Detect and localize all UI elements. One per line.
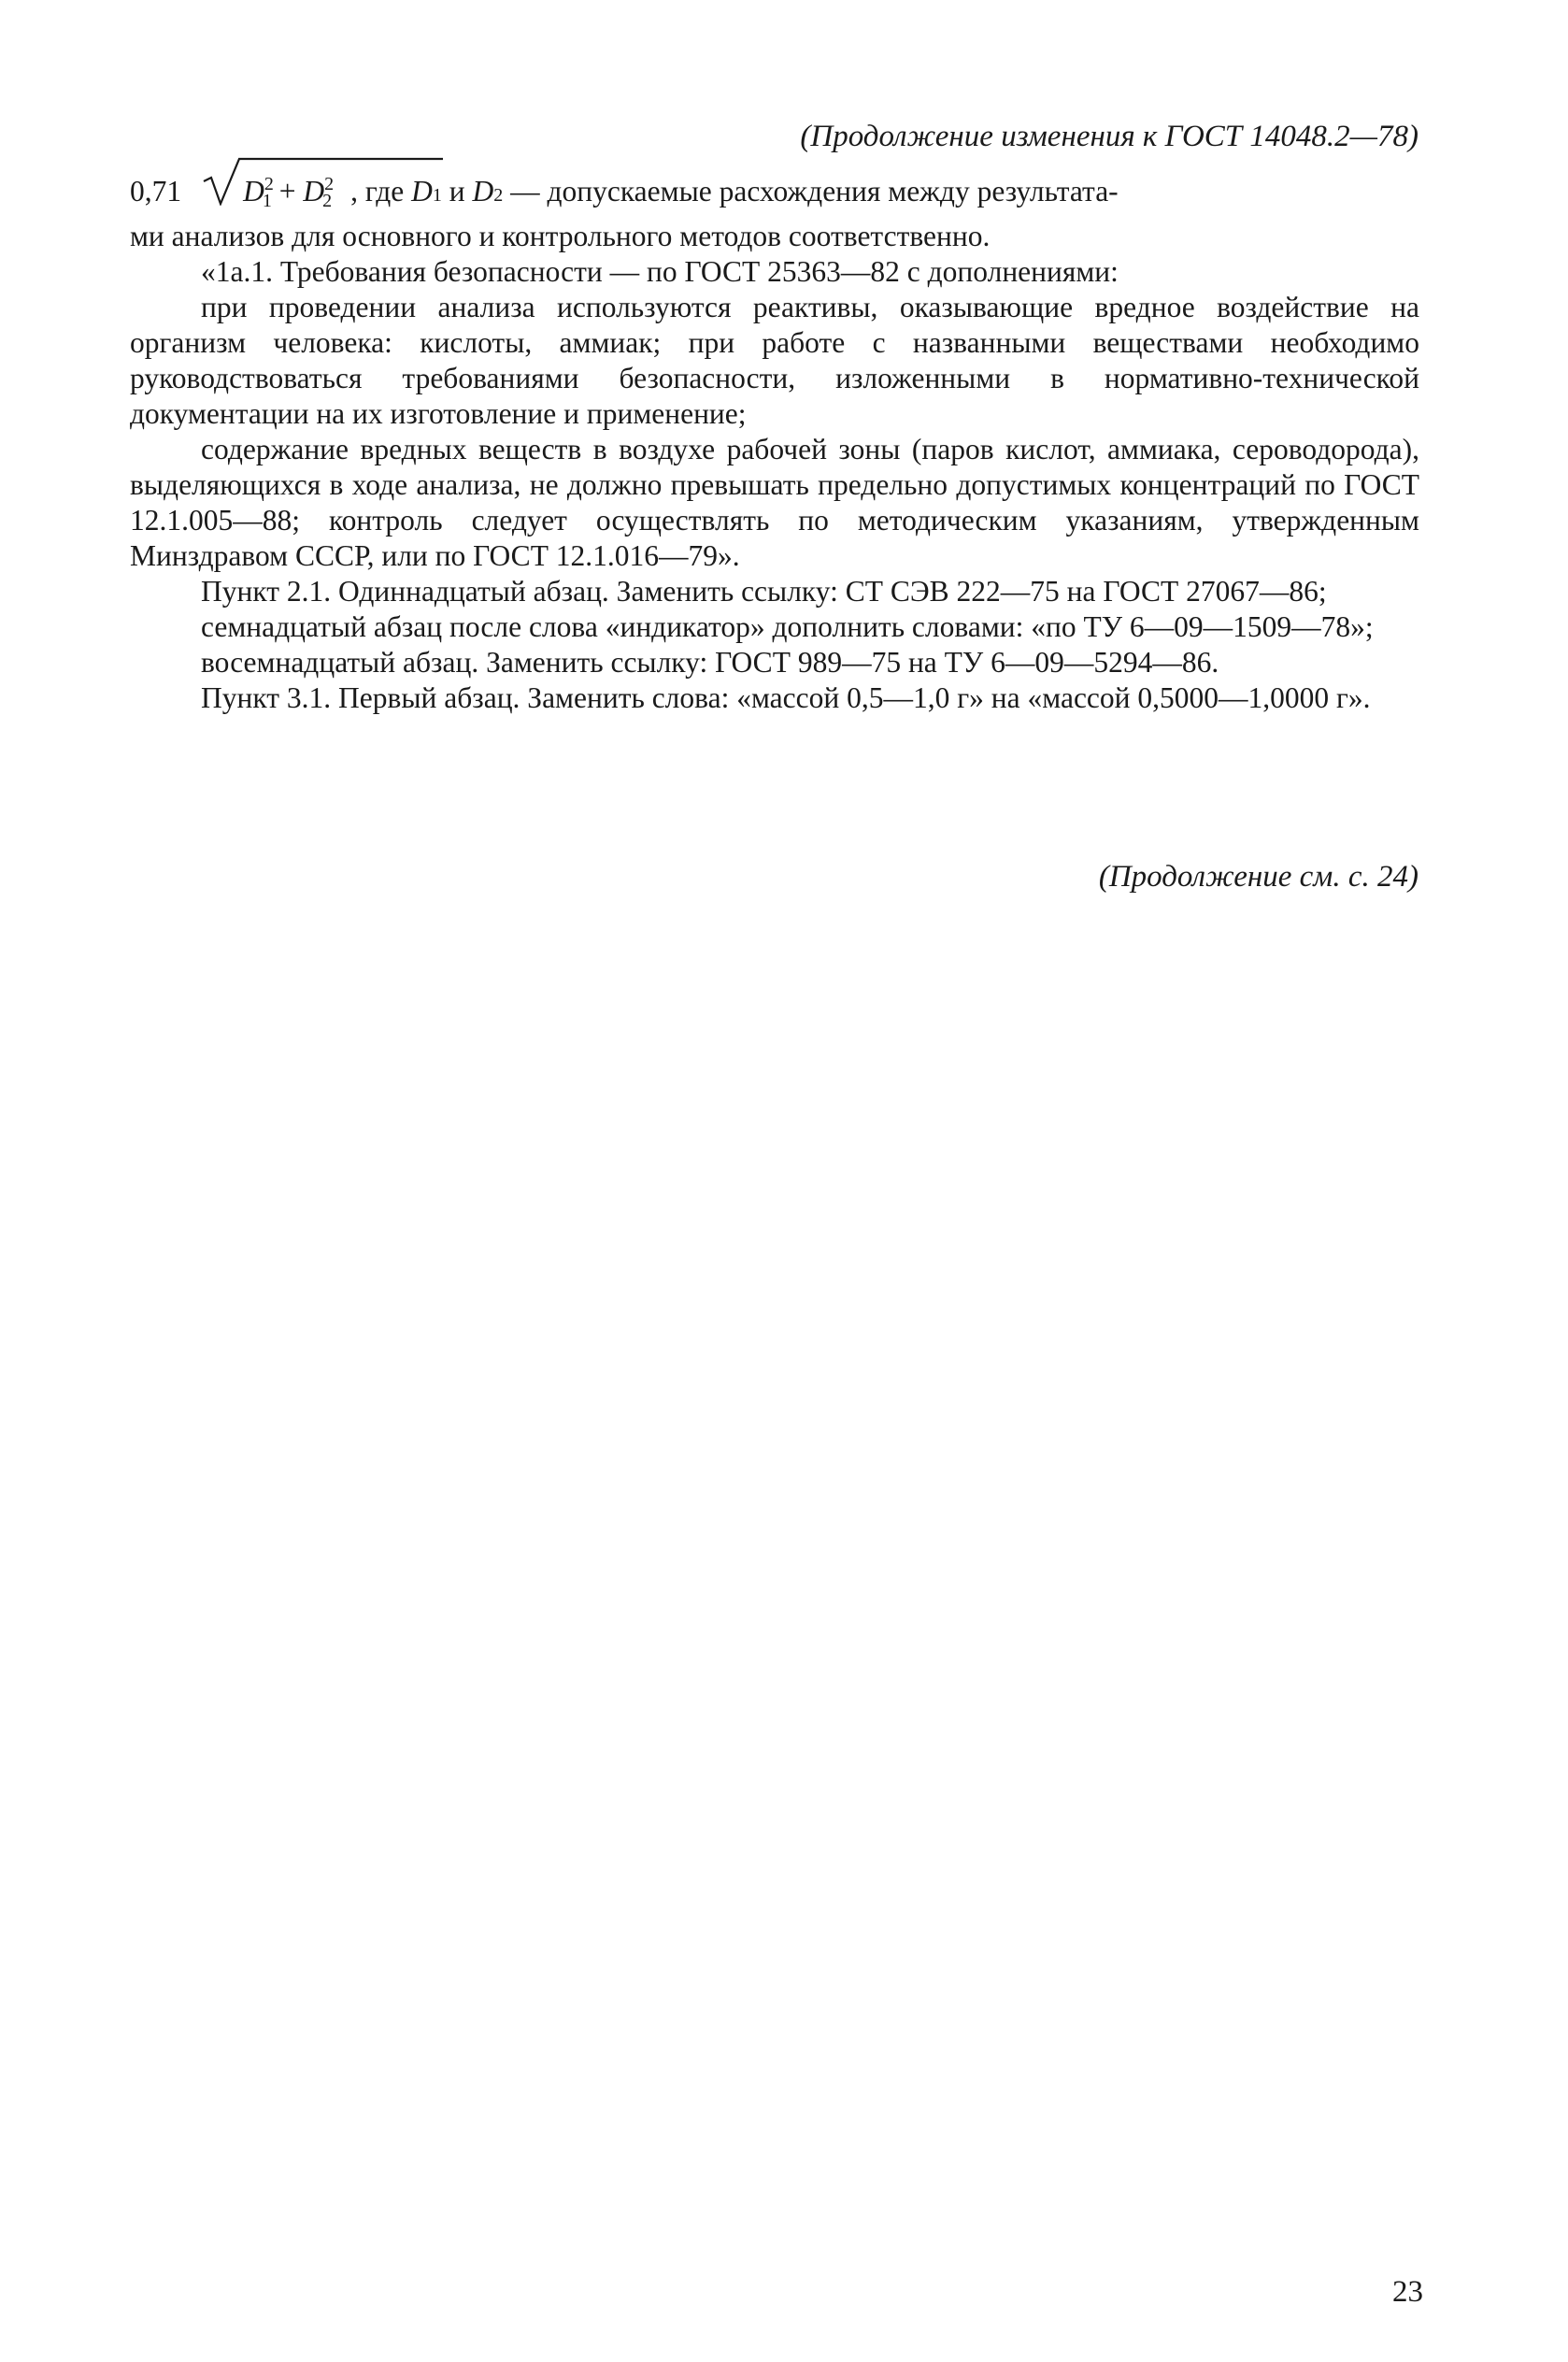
paragraph-safety-title: «1а.1. Требования безопасности — по ГОСТ 25363—82 с дополнениями: (201, 255, 1119, 288)
document-body (130, 166, 1419, 716)
paragraph-item-3-1: Пункт 3.1. Первый абзац. Заменить слова: «массой 0,5—1,0 г» на «массой 0,5000—1,0000 г». (201, 681, 1371, 714)
page-number: 23 (1392, 2275, 1423, 2309)
paragraph-concentrations: содержание вредных веществ в воздухе рабочей зоны (паров кислот, аммиака, сероводорода), выделяющихся в ходе анализа, не должно превышать предельно допустимых концентраций по ГОСТ 12.1.005—88; контроль следует осуществлять по методическим указаниям, утвержденным Минздравом СССР, или по ГОСТ 12.1.016—79». (130, 433, 1419, 572)
formula-description: — допускаемые расхождения между результата- (510, 175, 1119, 208)
running-header: (Продолжение изменения к ГОСТ 14048.2—78) (800, 120, 1418, 153)
variable-d2-index: 2 (493, 185, 504, 206)
formula-line (130, 166, 1419, 219)
radical-sign-icon (202, 153, 445, 206)
variable-d2: D (472, 175, 494, 208)
formula-coefficient: 0,71 (130, 175, 182, 208)
paragraph-reagents: при проведении анализа используются реактивы, оказывающие вредное воздействие на организм человека: кислоты, аммиак; при работе с названными веществами необходимо руководствоваться требованиями безопасности, изложенными в нормативно-технической документации на их изготовление и применение; (130, 291, 1419, 430)
paragraph-item-2-1: Пункт 2.1. Одиннадцатый абзац. Заменить ссылку: СТ СЭВ 222—75 на ГОСТ 27067—86; (201, 575, 1327, 608)
radicand-d1: D (243, 175, 264, 208)
radicand-d2: D (303, 175, 325, 208)
continuation-note: (Продолжение см. с. 24) (1098, 860, 1418, 894)
radicand-d1-index: 1 (262, 191, 272, 211)
paragraph-seventeenth: семнадцатый абзац после слова «индикатор» дополнить словами: «по ТУ 6—09—1509—78»; (201, 610, 1374, 643)
radicand-d2-index: 2 (322, 191, 333, 211)
radicand-d1-power: 2 (264, 174, 274, 194)
formula-where: , где (350, 175, 405, 208)
radicand-d2-power: 2 (324, 174, 335, 194)
square-root-expression (202, 166, 337, 219)
variable-d1: D (411, 175, 433, 208)
paragraph-methods: ми анализов для основного и контрольного методов соответственно. (130, 220, 991, 252)
radicand-plus: + (278, 175, 296, 208)
formula-and: и (449, 175, 465, 208)
variable-d1-index: 1 (432, 185, 442, 206)
paragraph-eighteenth: восемнадцатый абзац. Заменить ссылку: ГОСТ 989—75 на ТУ 6—09—5294—86. (201, 646, 1219, 679)
